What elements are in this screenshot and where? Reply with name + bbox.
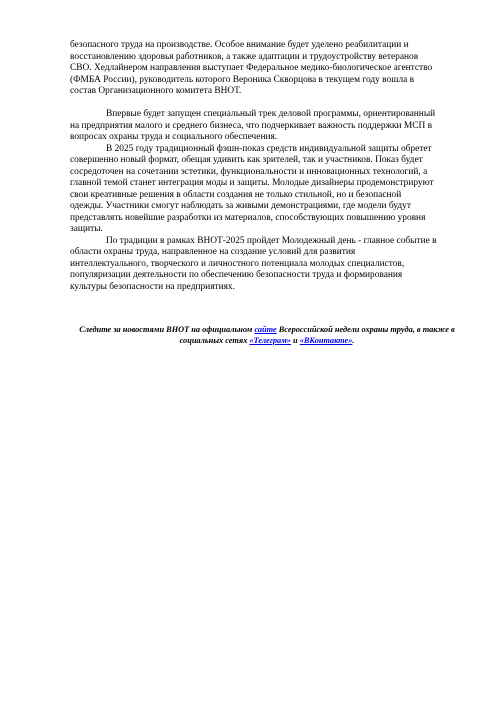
text-line: свои креативные решения в области создания не только стильной, но и безопасной	[70, 189, 402, 200]
telegram-link[interactable]: «Телеграм»	[249, 335, 291, 345]
text-line: на предприятия малого и среднего бизнеса, что подчеркивает важность поддержки МСП в	[70, 120, 433, 131]
text-line: области охраны труда, направленное на создание условий для развития	[70, 247, 356, 257]
site-link[interactable]: сайте	[254, 325, 277, 334]
text-line: (ФМБА России), руководитель которого Вероника Скворцова в текущем году вошла в	[70, 74, 415, 85]
footer-text: Следите за новостями ВНОТ на официальном	[79, 325, 255, 334]
text-line: безопасного труда на производстве. Особое внимание будет уделено реабилитации и	[70, 40, 409, 50]
footer-line-2	[70, 336, 464, 347]
text-line: вопросах охраны труда и социального обеспечения.	[70, 132, 278, 142]
footer-text: социальных сетях	[179, 335, 250, 345]
vkontakte-link[interactable]: «ВКонтакте»	[299, 335, 353, 345]
footer-text: Всероссийской недели охраны труда, в также в	[276, 325, 455, 334]
text-line: популяризации деятельности по обеспечению безопасности труда и формирования	[70, 270, 403, 280]
text-line: культуры безопасности на предприятиях.	[70, 281, 235, 292]
text-line: главной темой станет интеграция моды и защиты. Молодые дизайнеры продемонстрируют	[70, 178, 434, 188]
text-line: совершенно новый формат, обещая удивить как зрителей, так и участников. Показ будет	[70, 155, 423, 165]
paragraph-3	[70, 144, 438, 236]
text-line: По традиции в рамках ВНОТ-2025 пройдет Молодежный день - главное событие в	[106, 235, 437, 246]
text-line: одежды. Участники смогут наблюдать за живыми демонстрациями, где модели будут	[70, 201, 411, 211]
footer-text: .	[352, 335, 355, 345]
footer-text: и	[290, 335, 300, 345]
text-line: состав Организационного комитета ВНОТ.	[70, 86, 242, 96]
text-line: восстановлению здоровья работников, а также адаптации и трудоустройству ветеранов	[70, 51, 419, 62]
text-line: СВО. Хедлайнером направления выступает Федеральное медико-биологическое агентство	[70, 63, 433, 73]
text-line: сосредоточен на сочетании эстетики, функциональности и инновационных технологий, а	[70, 166, 428, 177]
social-footer-note	[70, 325, 464, 346]
paragraph-4	[70, 236, 438, 294]
text-line: представлять новейшие разработки из материалов, способствующих повышению уровня	[70, 212, 426, 223]
text-line: интеллектуального, творческого и личностного потенциала молодых специалистов,	[70, 258, 405, 269]
text-line: В 2025 году традиционный фэшн-показ средств индивидуальной защиты обретет	[106, 143, 432, 154]
text-line: Впервые будет запущен специальный трек деловой программы, ориентированный	[106, 109, 436, 119]
footer-line-1	[70, 325, 464, 336]
paragraph-1	[70, 40, 438, 98]
document-body	[70, 40, 438, 293]
text-line: защиты.	[70, 224, 103, 234]
paragraph-2	[70, 109, 438, 144]
